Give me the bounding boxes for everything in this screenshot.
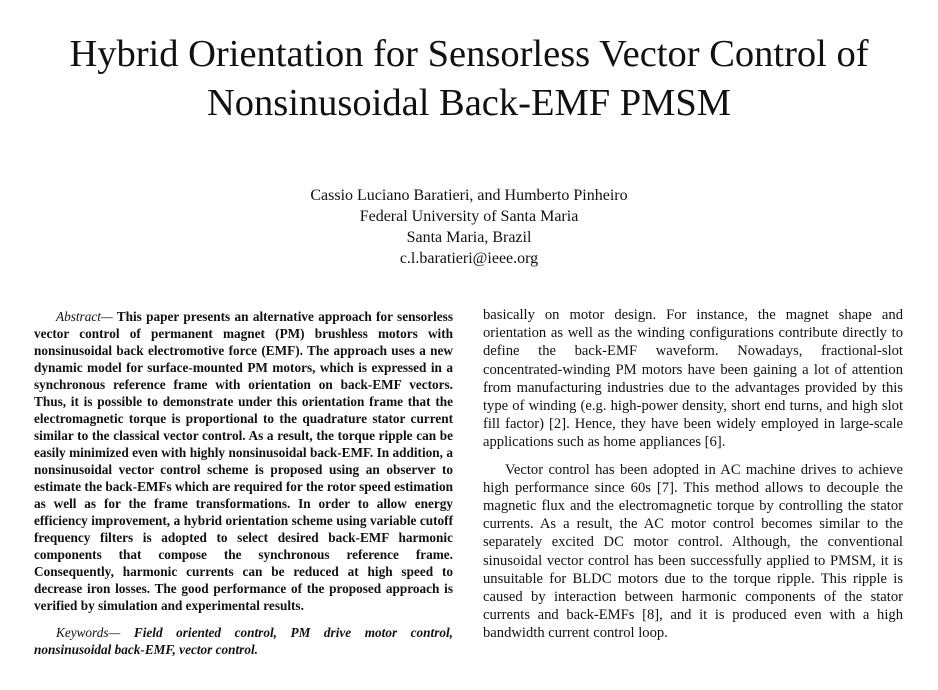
body-paragraph-1: basically on motor design. For instance, the magnet shape and orientation as well as the winding configurations contribute directly to define the back-EMF waveform. Nowadays, fractional-slot concentrated-winding PM motors have been gaining a lot of attention from manufacturing industries due to the advantages provided by this type of winding (e.g. high-power density, short end turns, and high slot fill factor) [2]. Hence, they have been widely employed in large-scale applications such as home appliances [6]. [483, 307, 903, 451]
author-email[interactable]: c.l.baratieri@ieee.org [399, 250, 539, 267]
body-paragraph-2: Vector control has been adopted in AC machine drives to achieve high performance since 60s [7]. This method allows to decouple the magnetic flux and the electromagnetic torque by controlling the stator currents. As a result, the AC motor control becomes similar to the separately excited DC motor control. Although, the conventional sinusoidal vector control has been successfully applied to PMSM, it is unsuitable for BLDC motors due to the torque ripple. This ripple is caused by interaction between harmonic components of the stator currents and back-EMFs [8], and it is produced even with a high bandwidth current control loop. [483, 461, 903, 642]
author-block [0, 185, 938, 269]
paper-title [0, 30, 938, 128]
paper-title-line-2: Nonsinusoidal Back-EMF PMSM [206, 82, 732, 124]
left-column [34, 308, 453, 658]
abstract-label: Abstract— [56, 309, 113, 324]
keywords-label: Keywords— [56, 625, 121, 640]
keywords-paragraph [34, 624, 453, 658]
author-names: Cassio Luciano Baratieri, and Humberto Pinheiro [310, 187, 628, 204]
location: Santa Maria, Brazil [406, 229, 532, 246]
right-column [483, 306, 903, 643]
abstract-paragraph [34, 308, 453, 614]
affiliation: Federal University of Santa Maria [359, 208, 579, 225]
paper-title-line-1: Hybrid Orientation for Sensorless Vector Control of [69, 33, 869, 75]
abstract-text: This paper presents an alternative approach for sensorless vector control of permanent magnet (PM) brushless motors with nonsinusoidal back electromotive force (EMF). The approach uses a new dynamic model for surface-mounted PM motors, which is expressed in a synchronous reference frame with orientation on back-EMF vectors. Thus, it is possible to demonstrate under this orientation frame that the electromagnetic torque is proportional to the quadrature stator current similar to the classical vector control. As a result, the torque ripple can be easily minimized even with highly nonsinusoidal back-EMF. In addition, a nonsinusoidal vector control scheme is proposed using an observer to estimate the back-EMFs which are required for the rotor speed estimation as well as for the frame transformations. In order to allow energy efficiency improvement, a hybrid orientation scheme using variable cutoff frequency filters is adopted to select desired back-EMF harmonic components that compose the synchronous reference frame. Consequently, harmonic currents can be reduced at high speed to decrease iron losses. The good performance of the proposed approach is verified by simulation and experimental results. [34, 309, 453, 613]
keywords-text: Field oriented control, PM drive motor control, nonsinusoidal back-EMF, vector control. [34, 625, 453, 657]
